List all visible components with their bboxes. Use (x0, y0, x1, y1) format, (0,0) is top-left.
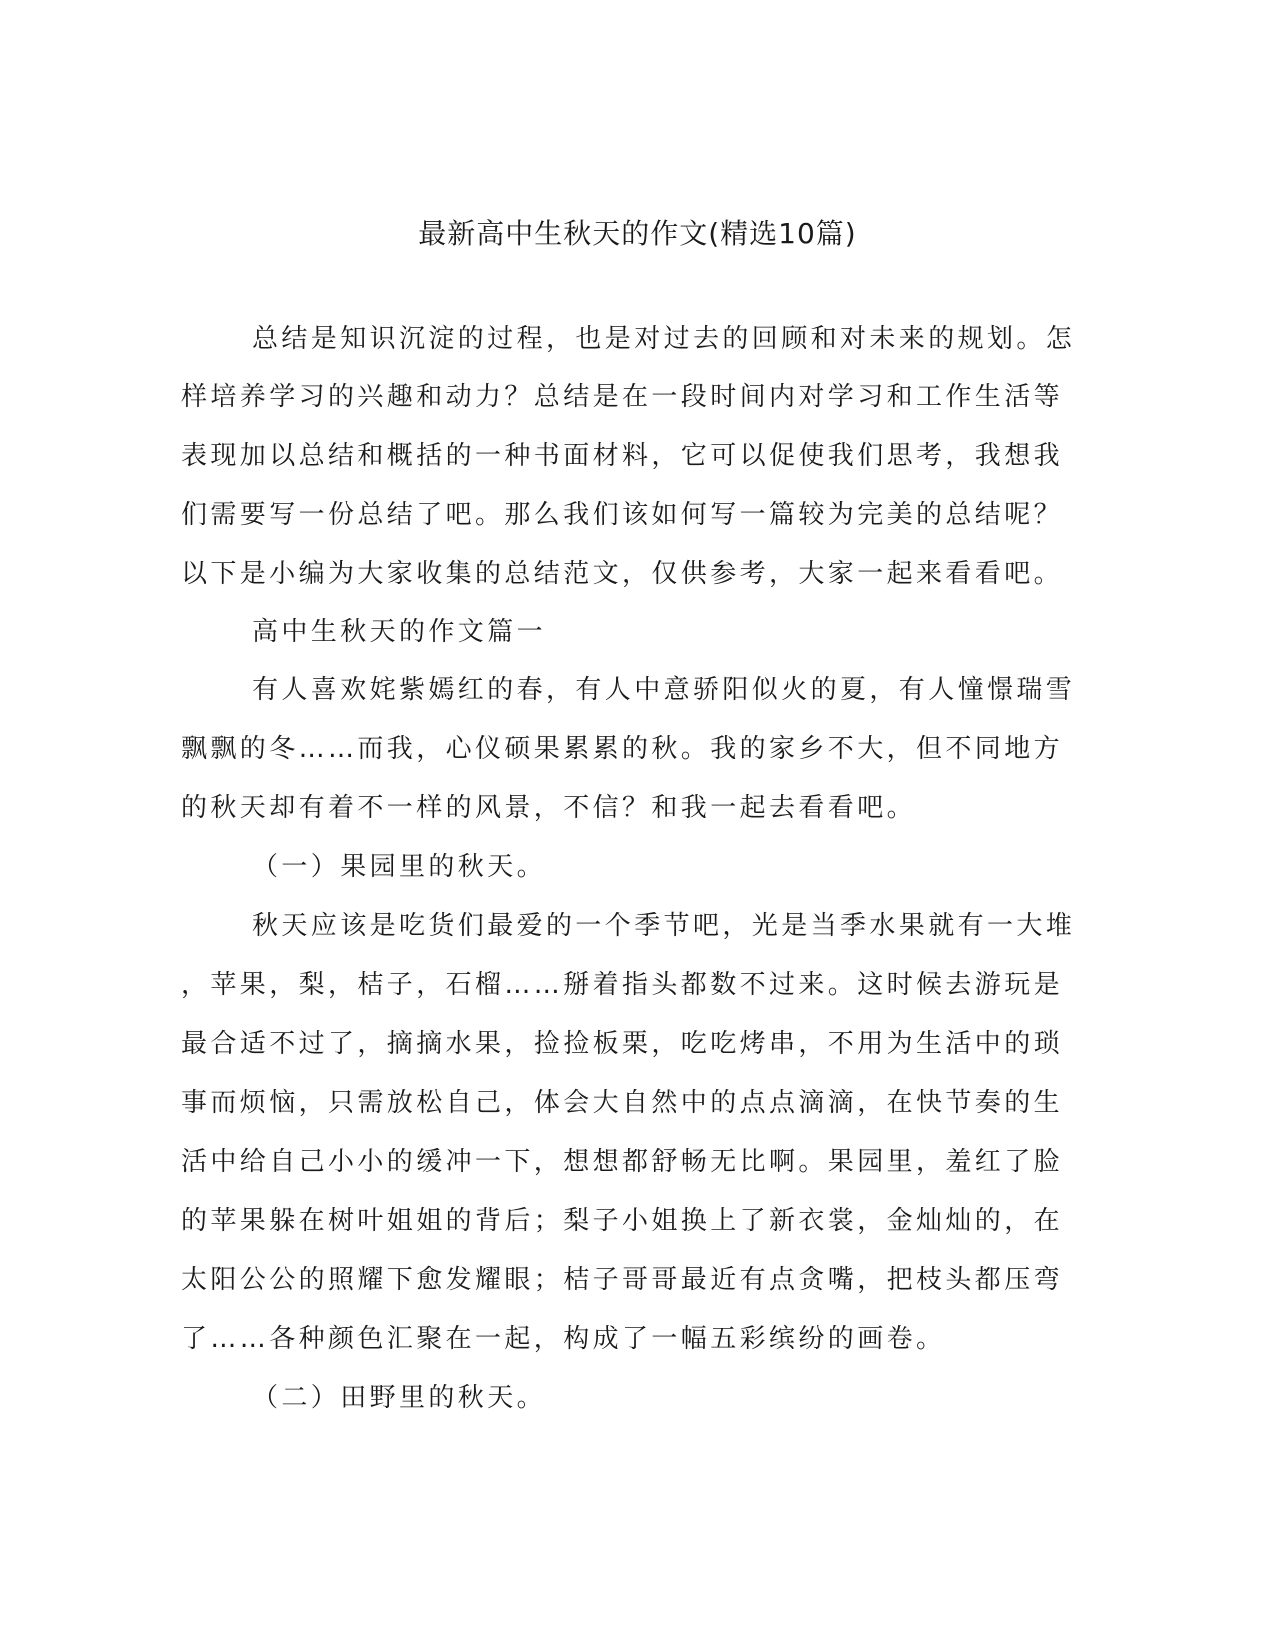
body-line: 太阳公公的照耀下愈发耀眼；桔子哥哥最近有点贪嘴，把枝头都压弯 (181, 1265, 1064, 1295)
document-title: 最新高中生秋天的作文(精选10篇) (418, 217, 857, 250)
subsection-heading: （二）田野里的秋天。 (252, 1383, 547, 1413)
body-line: 样培养学习的兴趣和动力？总结是在一段时间内对学习和工作生活等 (181, 382, 1064, 412)
section-heading: 高中生秋天的作文篇一 (252, 617, 547, 647)
body-line: 以下是小编为大家收集的总结范文，仅供参考，大家一起来看看吧。 (181, 559, 1064, 589)
body-line: 秋天应该是吃货们最爱的一个季节吧，光是当季水果就有一大堆 (252, 911, 1076, 941)
body-line: 有人喜欢姹紫嫣红的春，有人中意骄阳似火的夏，有人憧憬瑞雪 (252, 675, 1076, 705)
body-line: 飘飘的冬……而我，心仪硕果累累的秋。我的家乡不大，但不同地方 (181, 734, 1064, 764)
body-line: 最合适不过了，摘摘水果，捡捡板栗，吃吃烤串，不用为生活中的琐 (181, 1029, 1064, 1059)
body-line: 活中给自己小小的缓冲一下，想想都舒畅无比啊。果园里，羞红了脸 (181, 1147, 1064, 1177)
body-line: 表现加以总结和概括的一种书面材料，它可以促使我们思考，我想我 (181, 441, 1064, 471)
body-line: 了……各种颜色汇聚在一起，构成了一幅五彩缤纷的画卷。 (181, 1324, 946, 1354)
subsection-heading: （一）果园里的秋天。 (252, 852, 547, 882)
body-line: ，苹果，梨，桔子，石榴……掰着指头都数不过来。这时候去游玩是 (181, 970, 1064, 1000)
body-line: 的苹果躲在树叶姐姐的背后；梨子小姐换上了新衣裳，金灿灿的，在 (181, 1206, 1064, 1236)
body-line: 事而烦恼，只需放松自己，体会大自然中的点点滴滴，在快节奏的生 (181, 1088, 1064, 1118)
body-line: 的秋天却有着不一样的风景，不信？和我一起去看看吧。 (181, 793, 917, 823)
body-line: 们需要写一份总结了吧。那么我们该如何写一篇较为完美的总结呢？ (181, 500, 1064, 530)
body-line: 总结是知识沉淀的过程，也是对过去的回顾和对未来的规划。怎 (252, 324, 1076, 354)
